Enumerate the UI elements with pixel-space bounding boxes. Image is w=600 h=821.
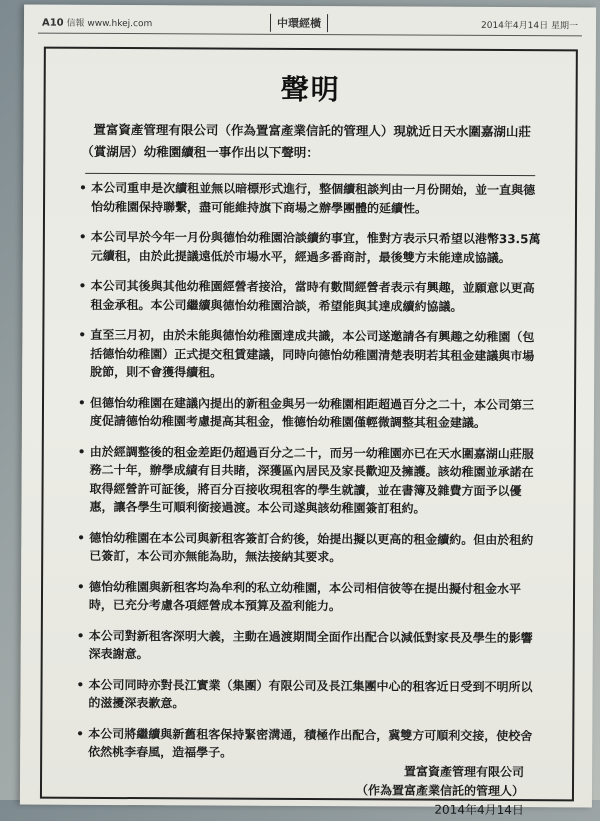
newspaper-header [38,11,582,37]
paper-site: www.hkej.com [87,18,153,30]
header-weekday: 星期一 [550,21,579,32]
bullet-marker: • [77,444,86,459]
notice-intro [81,119,539,165]
header-right [481,18,578,32]
bullet-marker: • [77,579,85,594]
bullet-list [76,179,545,776]
bullet-marker: • [76,677,85,692]
bullet-marker: • [77,530,86,545]
bullet-marker: • [78,327,87,342]
bullet-marker: • [78,229,87,244]
bullet-text: 德怡幼稚園在本公司與新租客簽訂合約後，始提出擬以更高的租金續約。但由於租約已簽訂，本公司亦無能為助，無法接納其要求。 [89,530,534,565]
bullet-item [78,277,544,316]
bullet-text: 直至三月初，由於未能與德怡幼稚園達成共識，本公司遂邀請各有興趣之幼稚園（包括德怡幼稚園）正式提交租賃建議，同時向德怡幼稚園清楚表明若其租金建議與市場脫節，則不會獲得續租。 [90,327,535,380]
bullet-item [77,577,543,616]
bullet-marker: • [79,180,87,195]
bullet-item [76,675,542,714]
bullet-text: 由於經調整後的租金差距仍超過百分之二十，而另一幼稚園亦已在天水圍嘉湖山莊服務二十年，辦學成績有目共睹，深獲區內居民及家長歡迎及擁護。該幼稚園並承諾在取得經營許可証後，將百分百接收現租客的學生就讀，並在書簿及雜費方面予以優惠，讓各學生可順利銜接過渡。本公司遂與該幼稚園簽訂租約。 [89,444,534,516]
bullet-marker: • [76,726,84,741]
header-left [42,16,152,30]
divider [85,173,535,176]
bullet-item [77,442,543,518]
paper-name: 信報 [66,18,85,29]
notice-frame [40,47,578,818]
signature-date: 2014年4月14日 [434,802,524,818]
newspaper-page [20,5,596,818]
signature-role: （作為置富產業信託的管理人） [355,783,525,799]
bullet-text: 本公司同時亦對長江實業（集團）有限公司及長江集團中心的租客近日受到不明所以的滋擾深表歉意。 [88,677,533,711]
bullet-text: 本公司早於今年一月份與德怡幼稚園洽談續約事宜，惟對方表示只希望以港幣33.5萬元續租，由於此提議遠低於市場水平，經過多番商討，最後雙方未能達成協議。 [90,229,541,265]
bullet-text: 但德怡幼稚園在建議內提出的新租金與另一幼稚園相距超過百分之二十，本公司第三度促請德怡幼稚園考慮提高其租金，惟德怡幼稚園僅輕微調整其租金建議。 [89,395,535,430]
bullet-item [77,528,543,567]
bullet-text: 本公司將繼續與新舊租客保持緊密溝通，積極作出配合，冀雙方可順利交接，使校舍依然桃李春風，造福學子。 [88,726,533,760]
bullet-marker: • [77,395,86,410]
bullet-item [79,179,545,218]
bullet-item [76,724,542,763]
bullet-item [78,393,544,432]
bullet-marker: • [76,628,85,643]
section-name: 中環經橫 [270,14,328,32]
header-date: 2014年4月14日 [480,20,549,32]
bullet-item [77,626,543,665]
page-label: A10 [41,17,64,29]
bullet-item [79,228,545,267]
bullet-item [78,326,544,384]
bullet-text: 本公司其後與其他幼稚園經營者接洽，當時有數間經營者表示有興趣，並願意以更高租金承租。本公司繼續與德怡幼稚園洽談，希望能與其達成續約協議。 [90,278,535,314]
bullet-text: 德怡幼稚園與新租客均為牟利的私立幼稚園，本公司相信彼等在提出擬付租金水平時，已充分考慮各項經營成本預算及盈利能力。 [88,579,522,614]
bullet-text: 本公司對新租客深明大義，主動在過渡期間全面作出配合以減低對家長及學生的影響深表謝意。 [88,628,533,662]
notice-title: 聲明 [280,72,341,107]
signature-block [356,762,524,820]
signature-company: 置富資產管理有限公司 [404,764,525,780]
intro-text: 置富資產管理有限公司（作為置富產業信託的管理人）現就近日天水圍嘉湖山莊（賞湖居）幼稚園續租一事作出以下聲明： [81,121,531,161]
bullet-marker: • [78,278,87,293]
bullet-text: 本公司重申是次續租並無以暗標形式進行，整個續租談判由一月份開始，並一直與德怡幼稚園保持聯繫，盡可能維持旗下商場之辦學團體的延續性。 [91,180,536,216]
